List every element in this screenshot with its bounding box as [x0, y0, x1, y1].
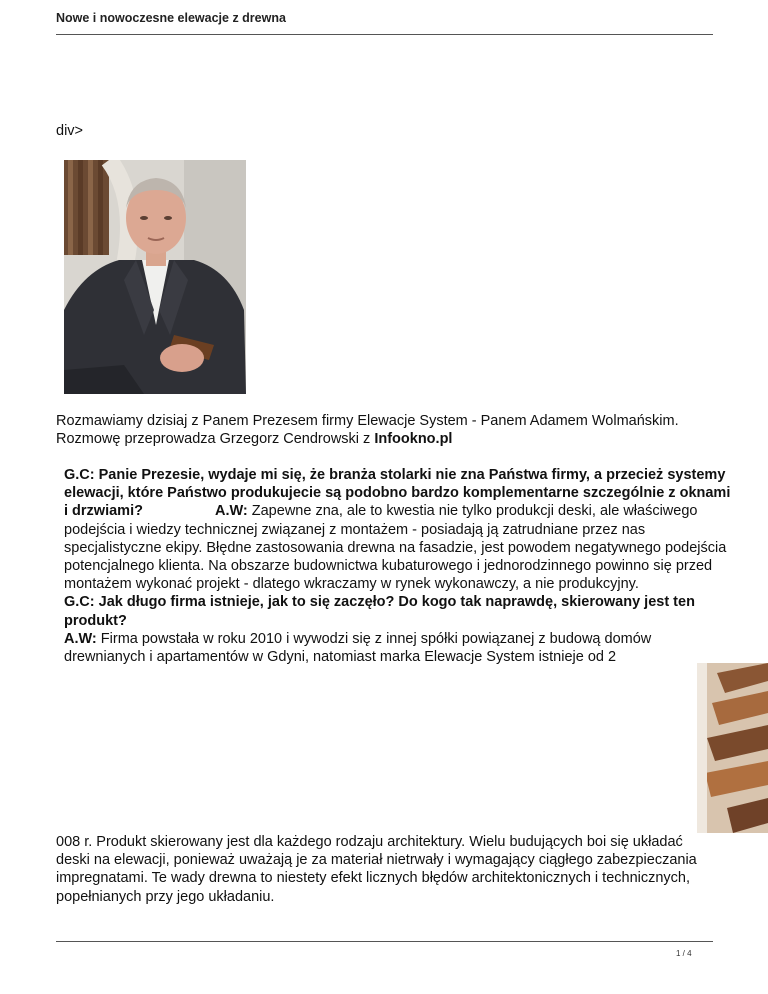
answer-text: Zapewne zna, ale to kwestia nie tylko produkcji deski, ale właściwego podejścia i wiedzy technicznej związanej z montażem - posiadają ją zatrudniane przez nas specjalistyczne ekipy. Błędne zastosowania drewna na fasadzie, jest powodem negatywnego podejścia potencjalnego klienta. Na obszarze budownictwa kubaturowego i jednorodzinnego powinno się przed montażem wykonać projekt - dlatego wkraczamy w rynek wykonawczy, a nie produkcyjny.: [64, 503, 727, 593]
intro-paragraph: [56, 412, 736, 448]
portrait-photo: [64, 160, 246, 394]
footer-divider: [56, 941, 713, 942]
stray-markup-text: div>: [56, 123, 84, 139]
wood-planks-photo: [697, 663, 768, 833]
interview-item: [56, 593, 736, 629]
interview-body: [56, 466, 736, 666]
page-number: 1 / 4: [676, 949, 692, 958]
continuation-paragraph: 008 r. Produkt skierowany jest dla każdego rodzaju architektury. Wielu budujących boi się układać deski na elewacji, ponieważ uważają je za materiał nietrwały i wymagający ciągłego zabezpieczania impregnatami. Te wady drewna to niestety efekt licznych błędów architektonicznych i technicznych, popełnianych przy jego układaniu.: [56, 834, 697, 905]
header-divider: [56, 34, 713, 35]
interview-item: [56, 466, 736, 593]
question-text: G.C: Panie Prezesie, wydaje mi się, że branża stolarki nie zna Państwa firmy, a przecież systemy elewacji, które Państwo produkujecie są podobno bardzo komplementarne szczególnie z oknami i drzwiami?: [64, 467, 731, 520]
answer-text: Firma powstała w roku 2010 i wywodzi się z innej spółki powiązanej z budową domów drewnianych i apartamentów w Gdyni, natomiast marka Elewacje System istnieje od 2: [64, 630, 652, 666]
question-text: G.C: Jak długo firma istnieje, jak to się zaczęło? Do kogo tak naprawdę, skierowany jest ten produkt?: [64, 594, 695, 629]
answer-label: A.W:: [214, 503, 248, 520]
source-link[interactable]: Infookno.pl: [374, 431, 453, 448]
intro-text: Rozmawiamy dzisiaj z Panem Prezesem firmy Elewacje System - Panem Adamem Wolmańskim. Rozmowę przeprowadza Grzegorz Cendrowski z: [56, 413, 679, 448]
answer-label: A.W:: [64, 630, 97, 647]
interview-item: [56, 630, 736, 666]
page-header-title: Nowe i nowoczesne elewacje z drewna: [56, 11, 286, 25]
